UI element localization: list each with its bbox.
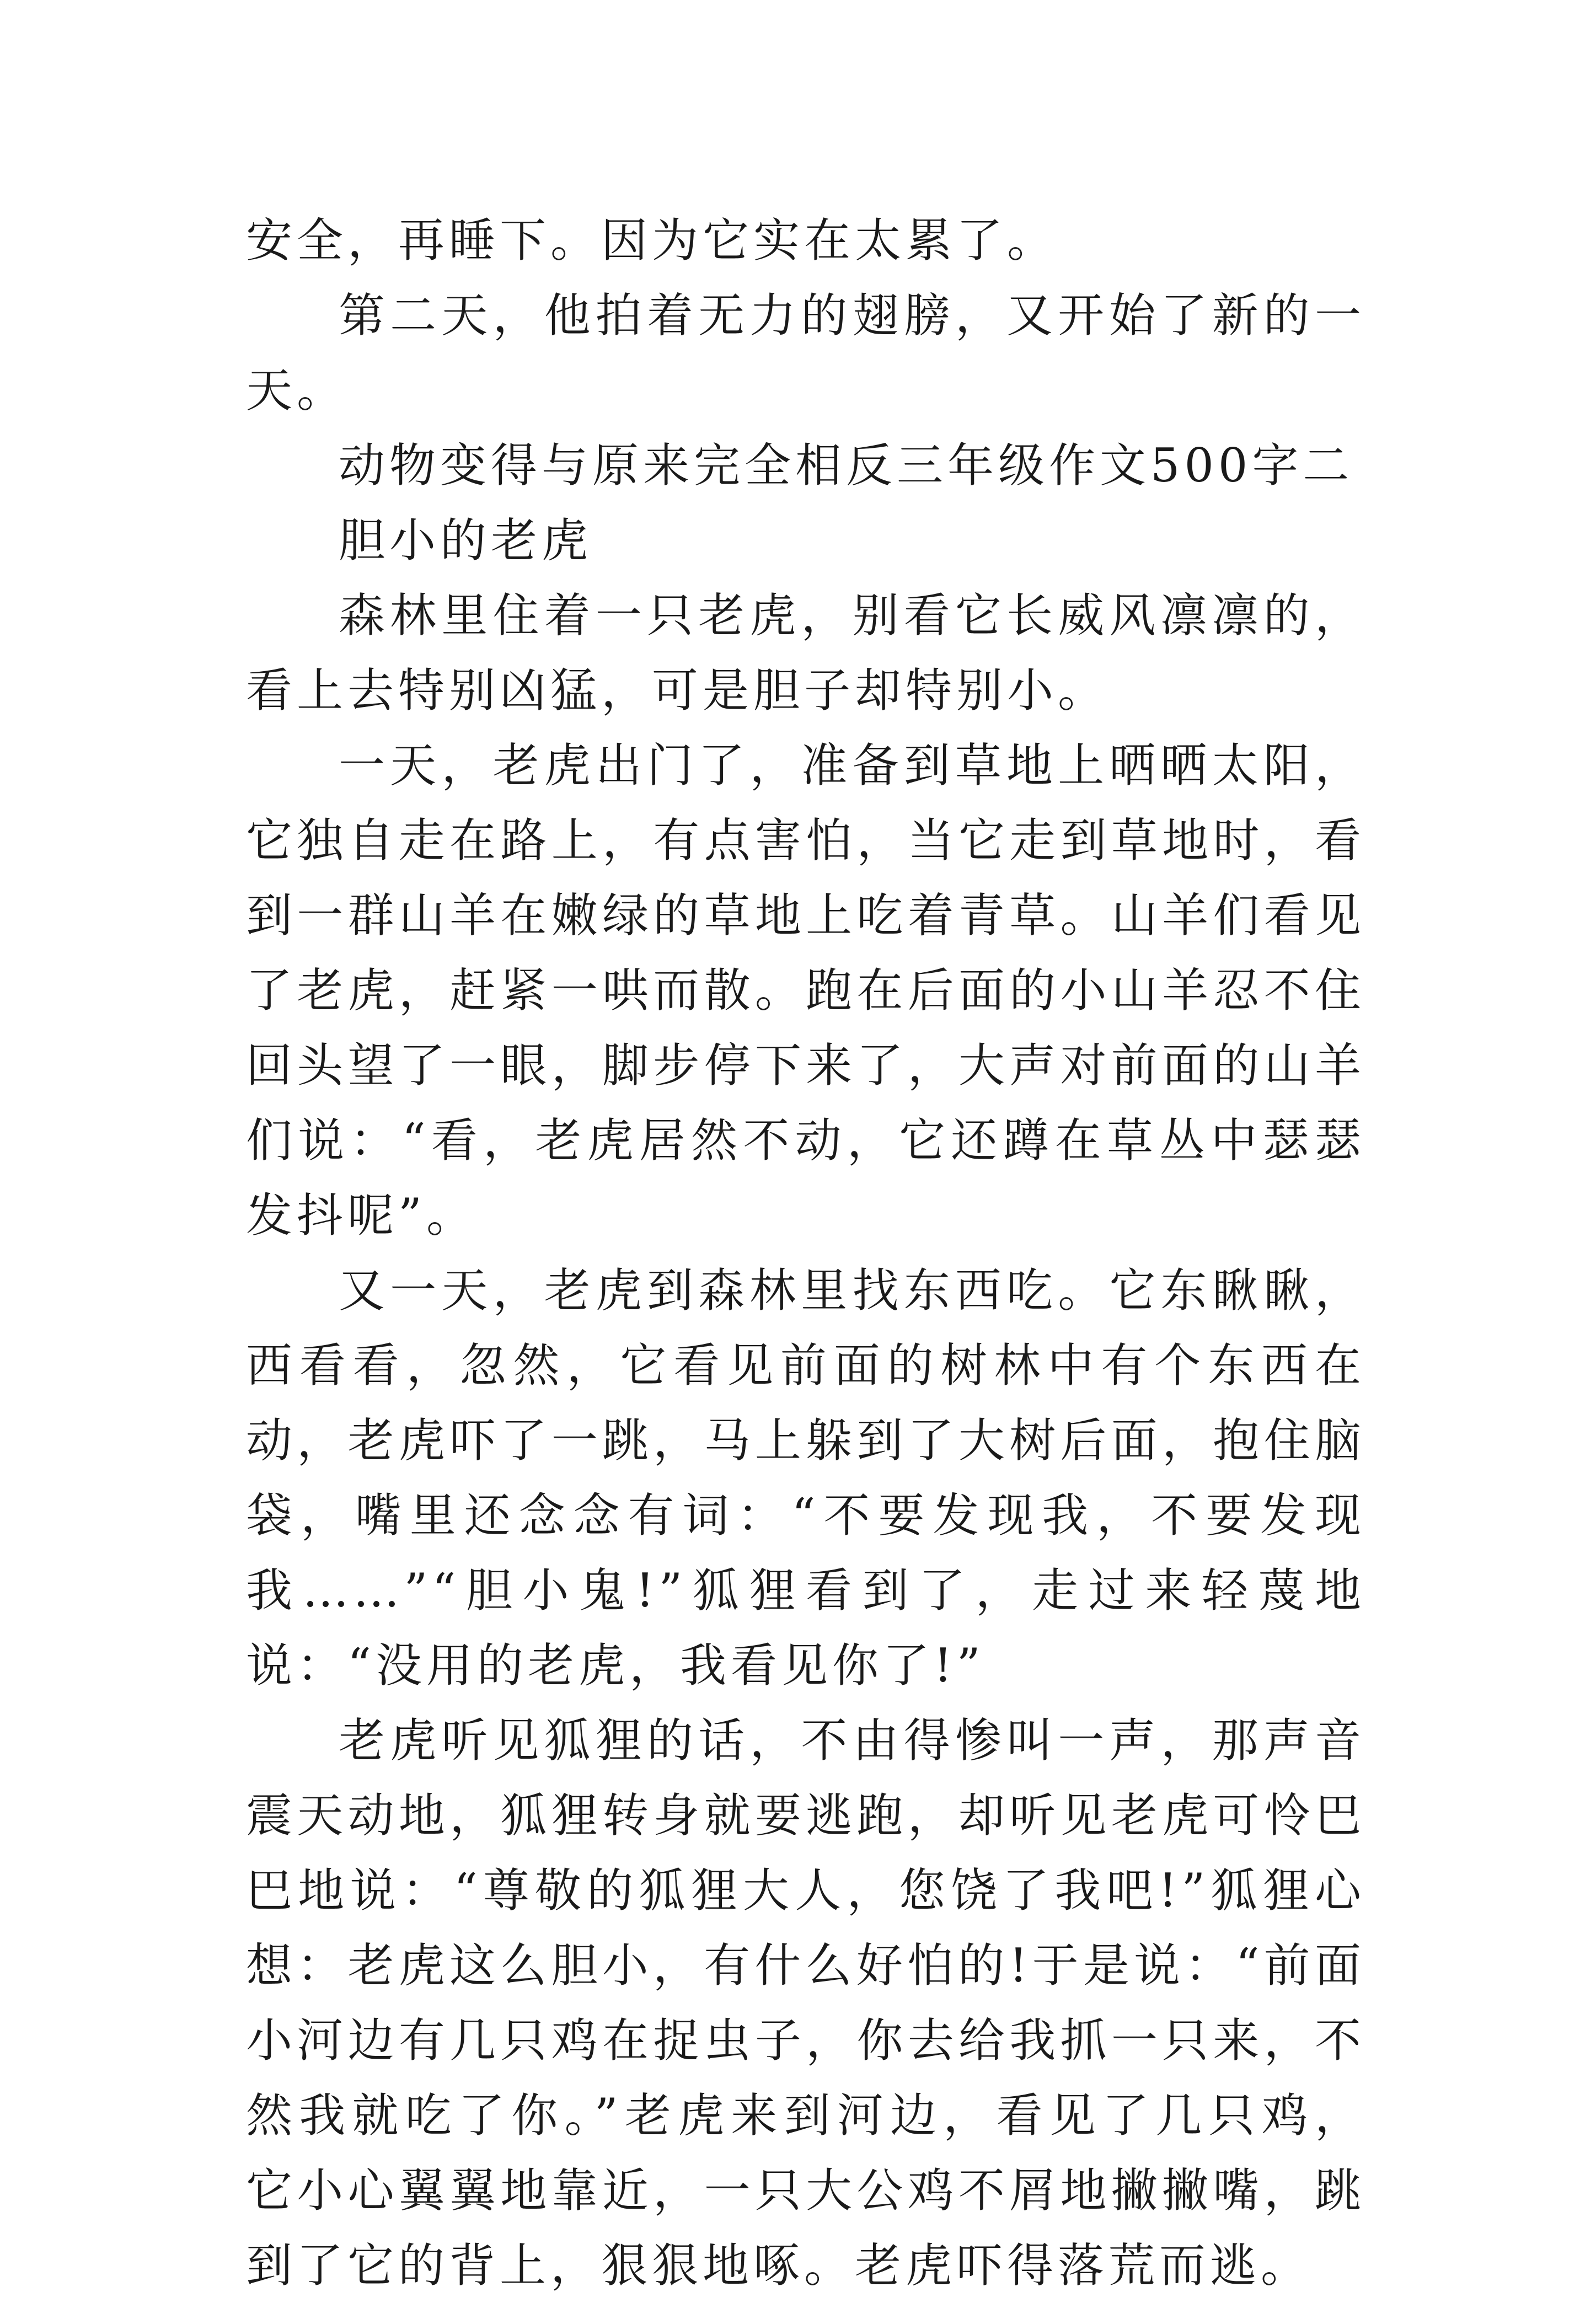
paragraph-fox: 又一天，老虎到森林里找东西吃。它东瞅瞅，西看看，忽然，它看见前面的树林中有个东西在动，老虎吓了一跳，马上躲到了大树后面，抱住脑袋，嘴里还念念有词：“不要发现我，不要发现我……”“胆小鬼!”狐狸看到了，走过来轻蔑地说：“没用的老虎，我看见你了!” [246,1263,1365,1693]
section-heading: 动物变得与原来完全相反三年级作文500字二 [339,438,1354,492]
paragraph-rooster: 老虎听见狐狸的话，不由得惨叫一声，那声音震天动地，狐狸转身就要逃跑，却听见老虎可怜巴巴地说：“尊敬的狐狸大人，您饶了我吧!”狐狸心想：老虎这么胆小，有什么好怕的!于是说：“前面小河边有几只鸡在捉虫子，你去给我抓一只来，不然我就吃了你。”老虎来到河边，看见了几只鸡，它小心翼翼地靠近，一只大公鸡不屑地撇撇嘴，跳到了它的背上，狠狠地啄。老虎吓得落荒而逃。 [246,1713,1365,2293]
paragraph-goats: 一天，老虎出门了，准备到草地上晒晒太阳，它独自走在路上，有点害怕，当它走到草地时，看到一群山羊在嫩绿的草地上吃着青草。山羊们看见了老虎，赶紧一哄而散。跑在后面的小山羊忍不住回头望了一眼，脚步停下来了，大声对前面的山羊们说：“看，老虎居然不动，它还蹲在草丛中瑟瑟发抖呢”。 [246,738,1365,1242]
paragraph-intro: 森林里住着一只老虎，别看它长威风凛凛的，看上去特别凶猛，可是胆子却特别小。 [246,588,1365,717]
paragraph-continuation: 安全，再睡下。因为它实在太累了。 [246,213,1058,267]
paragraph-second-day: 第二天，他拍着无力的翅膀，又开始了新的一天。 [246,288,1365,417]
story-title: 胆小的老虎 [339,513,593,567]
document-body [246,203,1365,2303]
